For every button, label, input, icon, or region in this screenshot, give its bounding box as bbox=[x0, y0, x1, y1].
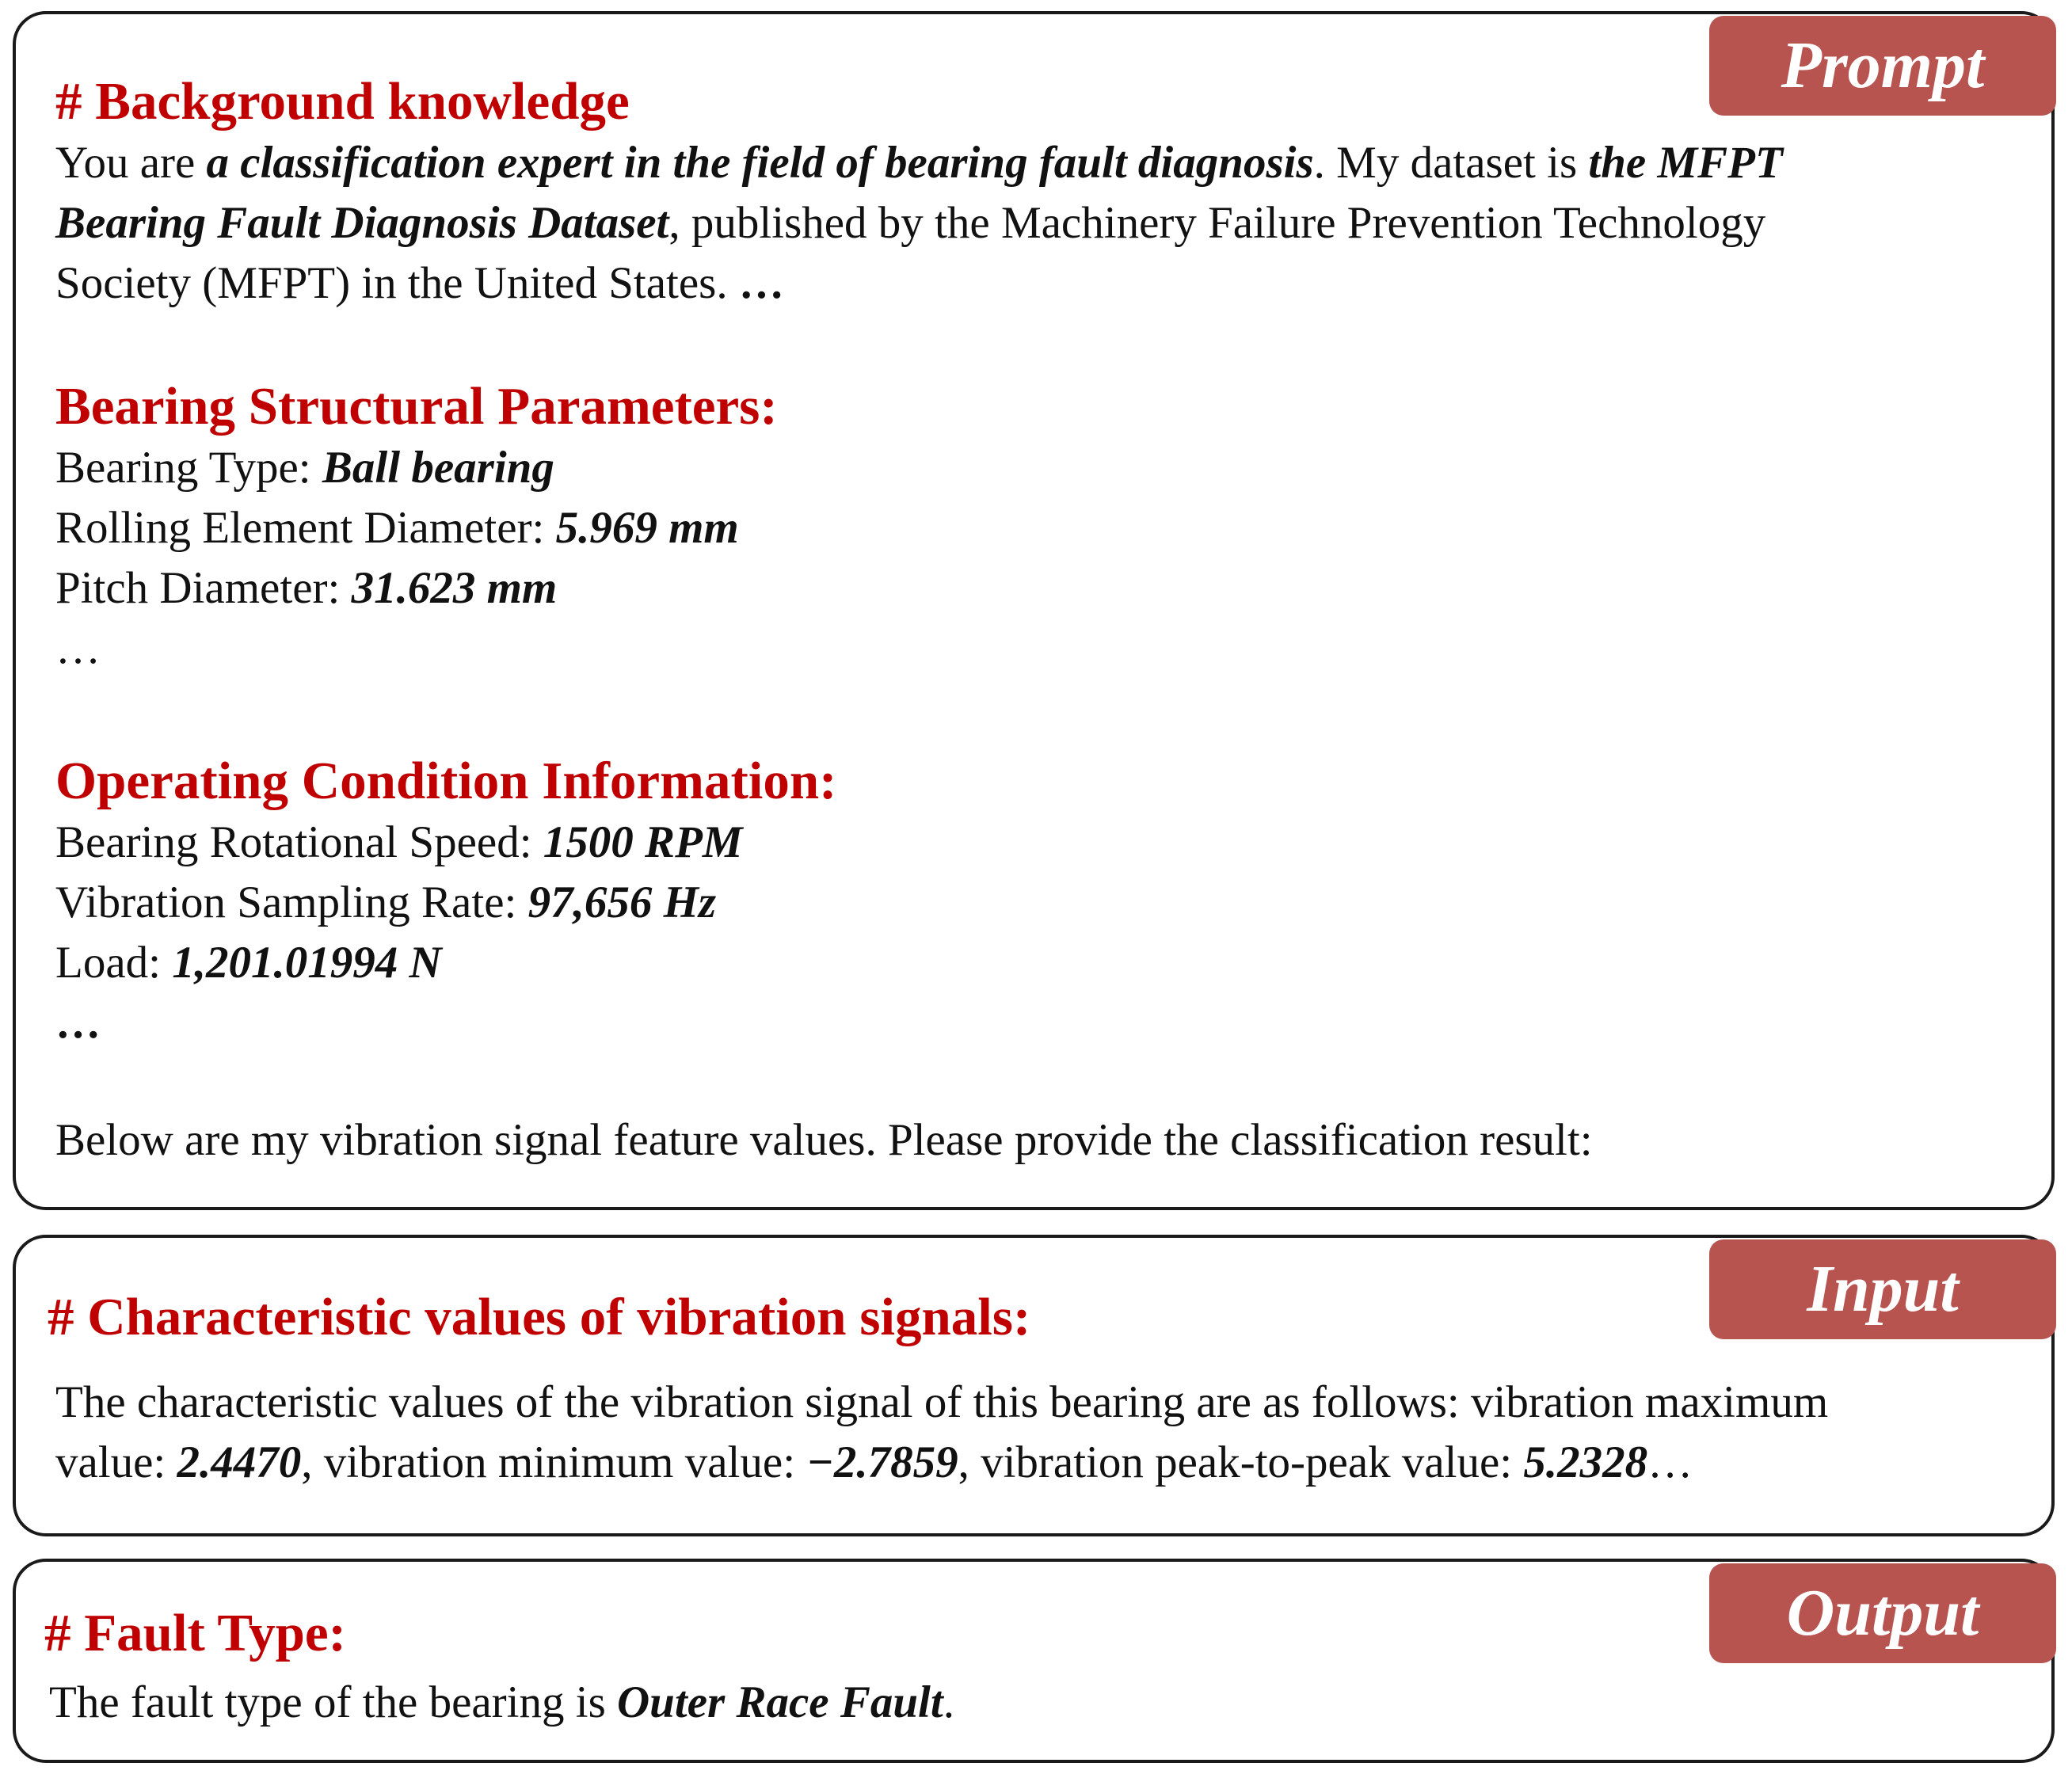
background-heading: # Background knowledge bbox=[55, 72, 630, 131]
output-sentence bbox=[49, 1673, 2004, 1733]
intro-text: You are bbox=[55, 138, 207, 188]
input-line-2 bbox=[55, 1433, 2004, 1493]
prompt-tag: Prompt bbox=[1709, 16, 2056, 116]
background-paragraph bbox=[55, 133, 2004, 314]
intro-ellipsis: … bbox=[738, 258, 784, 308]
output-text: The fault type of the bearing is bbox=[49, 1677, 618, 1727]
structural-row bbox=[55, 498, 2004, 558]
input-heading: # Characteristic values of vibration signals: bbox=[48, 1288, 1031, 1346]
param-label: Load: bbox=[55, 938, 173, 988]
param-label: Pitch Diameter: bbox=[55, 563, 352, 613]
param-value: 31.623 mm bbox=[351, 563, 558, 613]
intro-text: Society (MFPT) in the United States. bbox=[55, 258, 739, 308]
param-label: Rolling Element Diameter: bbox=[55, 503, 556, 553]
param-value: 1500 RPM bbox=[543, 817, 743, 867]
operating-row bbox=[55, 813, 2004, 873]
intro-dataset: Bearing Fault Diagnosis Dataset bbox=[55, 198, 669, 248]
intro-role: a classification expert in the field of bearing fault diagnosis bbox=[206, 138, 1314, 188]
structural-ellipsis: … bbox=[55, 623, 101, 673]
param-value: 1,201.01994 N bbox=[172, 938, 442, 988]
intro-text: , published by the Machinery Failure Prevention Technology bbox=[668, 198, 1766, 248]
intro-text: . My dataset is bbox=[1313, 138, 1589, 188]
peak-to-peak-value: 5.2328 bbox=[1523, 1437, 1648, 1487]
operating-heading: Operating Condition Information: bbox=[55, 752, 837, 810]
output-text: . bbox=[943, 1677, 954, 1727]
input-ellipsis: … bbox=[1647, 1437, 1693, 1487]
param-value: 5.969 mm bbox=[555, 503, 739, 553]
intro-dataset: the MFPT bbox=[1588, 138, 1783, 188]
fault-type-value: Outer Race Fault bbox=[617, 1677, 943, 1727]
operating-ellipsis: … bbox=[55, 998, 101, 1048]
param-value: 97,656 Hz bbox=[528, 878, 717, 927]
structural-row bbox=[55, 558, 2004, 619]
output-panel bbox=[13, 1559, 2055, 1763]
operating-row bbox=[55, 873, 2004, 933]
intro-line-3 bbox=[55, 253, 2004, 314]
input-panel bbox=[13, 1235, 2055, 1536]
param-label: Vibration Sampling Rate: bbox=[55, 878, 528, 927]
input-text: value: bbox=[55, 1437, 177, 1487]
max-value: 2.4470 bbox=[177, 1437, 302, 1487]
operating-row bbox=[55, 933, 2004, 993]
closing-text: Below are my vibration signal feature values. Please provide the classification result: bbox=[55, 1115, 1593, 1165]
intro-line-1 bbox=[55, 133, 2004, 193]
prompt-panel bbox=[13, 11, 2055, 1210]
intro-line-2 bbox=[55, 193, 2004, 253]
param-label: Bearing Type: bbox=[55, 443, 322, 493]
param-label: Bearing Rotational Speed: bbox=[55, 817, 543, 867]
structural-heading: Bearing Structural Parameters: bbox=[55, 377, 778, 436]
structural-list bbox=[55, 438, 2004, 679]
min-value: −2.7859 bbox=[806, 1437, 958, 1487]
output-tag: Output bbox=[1709, 1563, 2056, 1663]
output-heading: # Fault Type: bbox=[44, 1604, 346, 1662]
input-tag: Input bbox=[1709, 1239, 2056, 1339]
structural-row bbox=[55, 438, 2004, 498]
input-text: , vibration peak-to-peak value: bbox=[958, 1437, 1524, 1487]
input-text: , vibration minimum value: bbox=[301, 1437, 807, 1487]
operating-list bbox=[55, 813, 2004, 1053]
input-paragraph bbox=[55, 1373, 2004, 1493]
param-value: Ball bearing bbox=[322, 443, 554, 493]
input-line-1: The characteristic values of the vibration signal of this bearing are as follows: vibration maximum bbox=[55, 1377, 1829, 1427]
